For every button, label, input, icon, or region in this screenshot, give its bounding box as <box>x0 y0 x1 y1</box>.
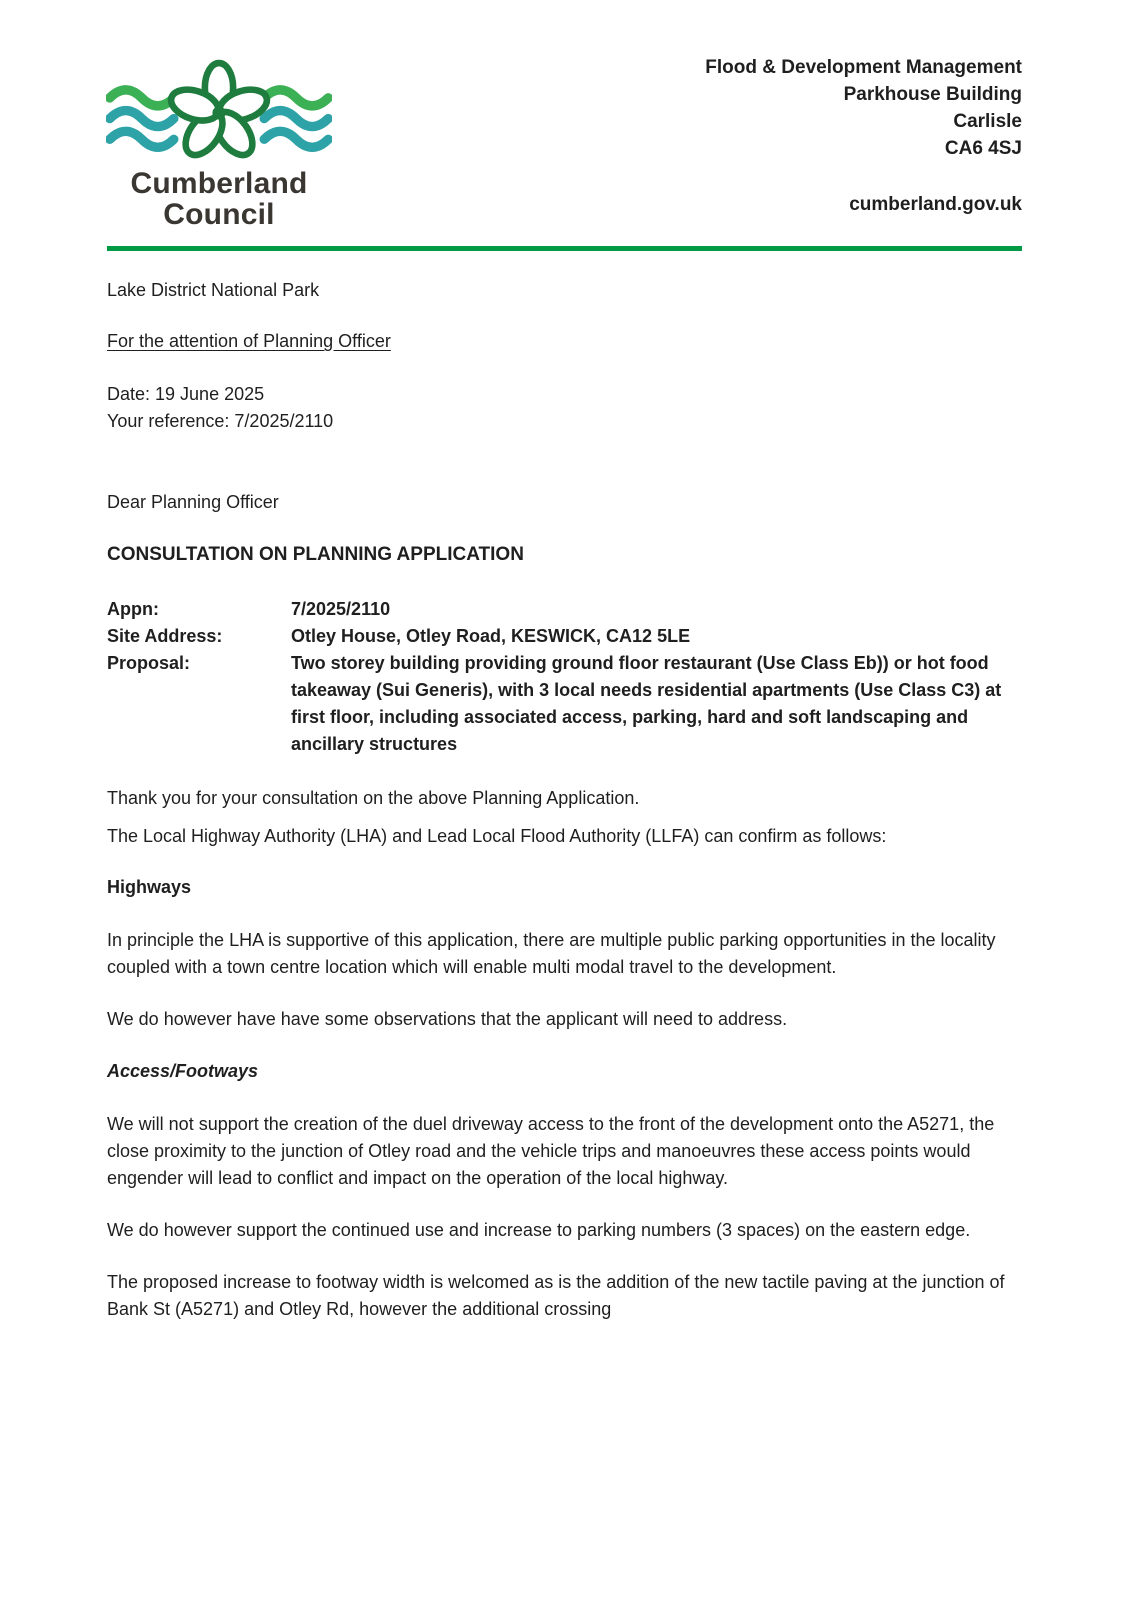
reference-line: Your reference: 7/2025/2110 <box>107 411 334 431</box>
council-logo-text <box>101 168 337 230</box>
council-name-line2: Council <box>163 198 275 231</box>
paragraph-highways-2: We do however have have some observations that the applicant will need to address. <box>107 1009 788 1029</box>
paragraph-access-2: We do however support the continued use and increase to parking numbers (3 spaces) on the eastern edge. <box>107 1220 971 1240</box>
council-logo <box>101 50 337 230</box>
detail-value: Two storey building providing ground floor restaurant (Use Class Eb)) or hot food takeaway (Sui Generis), with 3 local needs residential apartments (Use Class C3) at first floor, including associated access, parking, hard and soft landscaping and ancillary structures <box>291 653 1002 754</box>
sender-address-block <box>705 50 1022 218</box>
detail-label: Appn: <box>107 599 159 619</box>
green-divider-rule <box>107 246 1022 251</box>
heading-highways: Highways <box>107 877 192 897</box>
sender-department: Flood & Development Management <box>705 57 1022 78</box>
paragraph-access-1: We will not support the creation of the duel driveway access to the front of the development onto the A5271, the close proximity to the junction of Otley road and the vehicle trips and manoeuvres these access points would engender will lead to conflict and impact on the operation of the local highway. <box>107 1114 995 1188</box>
heading-access-footways: Access/Footways <box>107 1061 259 1081</box>
council-name-line1: Cumberland <box>130 167 308 200</box>
paragraph-highways-1: In principle the LHA is supportive of this application, there are multiple public parking opportunities in the locality coupled with a town centre location which will enable multi modal travel to the development. <box>107 930 996 977</box>
salutation-line: Dear Planning Officer <box>107 492 279 512</box>
paragraph-thanks: Thank you for your consultation on the above Planning Application. <box>107 788 640 808</box>
detail-label: Proposal: <box>107 653 191 673</box>
date-reference-block <box>107 381 1022 435</box>
sender-postcode: CA6 4SJ <box>944 138 1022 159</box>
application-details <box>107 596 1022 758</box>
sender-building: Parkhouse Building <box>843 84 1022 105</box>
subject-heading: CONSULTATION ON PLANNING APPLICATION <box>107 544 524 565</box>
letter-body <box>107 277 1022 1323</box>
detail-value: Otley House, Otley Road, KESWICK, CA12 5LE <box>291 626 691 646</box>
paragraph-access-3: The proposed increase to footway width is welcomed as is the addition of the new tactile paving at the junction of Bank St (A5271) and Otley Rd, however the additional crossing <box>107 1272 1005 1319</box>
detail-row-proposal <box>107 650 1022 758</box>
letterhead <box>107 50 1022 230</box>
flower-icon <box>167 63 271 162</box>
sender-city: Carlisle <box>953 111 1022 132</box>
sender-website: cumberland.gov.uk <box>849 194 1022 215</box>
recipient-line: Lake District National Park <box>107 280 320 300</box>
detail-row-appn <box>107 596 1022 623</box>
paragraph-confirm: The Local Highway Authority (LHA) and Lead Local Flood Authority (LLFA) can confirm as follows: <box>107 826 887 846</box>
council-flower-waves-icon <box>106 56 332 168</box>
date-line: Date: 19 June 2025 <box>107 384 265 404</box>
detail-label: Site Address: <box>107 626 223 646</box>
detail-value: 7/2025/2110 <box>291 599 391 619</box>
detail-row-site-address <box>107 623 1022 650</box>
attention-line: For the attention of Planning Officer <box>107 331 391 351</box>
